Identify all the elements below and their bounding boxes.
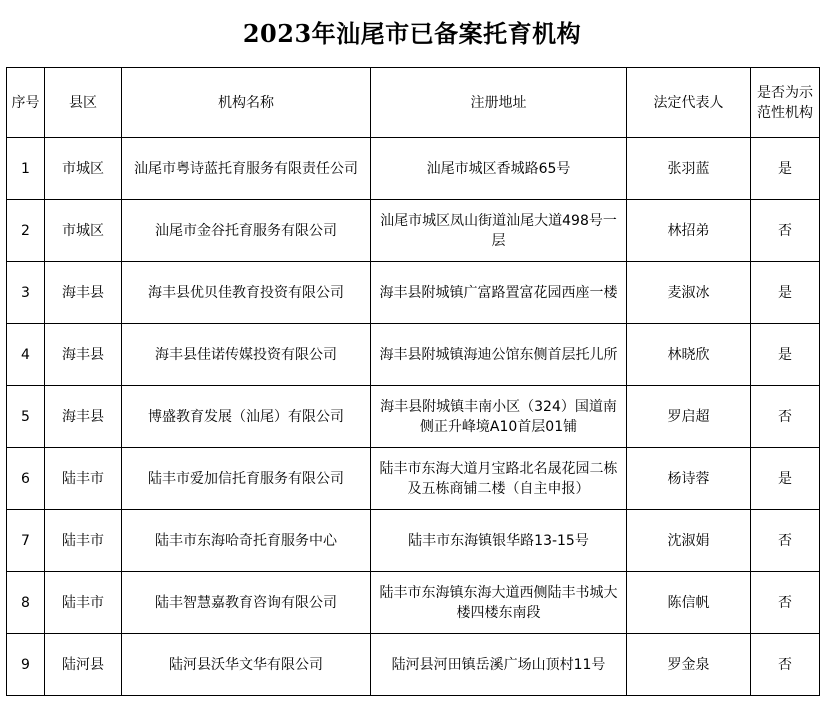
table-row <box>7 324 820 386</box>
table-header-row <box>7 68 820 138</box>
cell-institution-name: 陆丰市爱加信托育服务有限公司 <box>122 448 371 510</box>
registry-table <box>6 67 820 696</box>
table-row <box>7 634 820 696</box>
table-row <box>7 386 820 448</box>
document-title: 2023年汕尾市已备案托育机构 <box>242 19 582 48</box>
cell-number: 3 <box>7 262 45 324</box>
cell-number: 9 <box>7 634 45 696</box>
cell-institution-name: 汕尾市粤诗蓝托育服务有限责任公司 <box>122 138 371 200</box>
cell-district: 陆丰市 <box>45 572 122 634</box>
cell-district: 市城区 <box>45 138 122 200</box>
cell-district: 海丰县 <box>45 386 122 448</box>
cell-address: 陆丰市东海大道月宝路北名晟花园二栋及五栋商铺二楼（自主申报） <box>371 448 627 510</box>
cell-institution-name: 海丰县佳诺传媒投资有限公司 <box>122 324 371 386</box>
cell-demonstration: 是 <box>751 448 820 510</box>
cell-address: 汕尾市城区香城路65号 <box>371 138 627 200</box>
header-registered-address: 注册地址 <box>371 68 627 138</box>
cell-institution-name: 汕尾市金谷托育服务有限公司 <box>122 200 371 262</box>
cell-representative: 罗启超 <box>627 386 751 448</box>
cell-district: 陆河县 <box>45 634 122 696</box>
cell-demonstration: 否 <box>751 634 820 696</box>
table-row <box>7 510 820 572</box>
table-row <box>7 572 820 634</box>
cell-number: 2 <box>7 200 45 262</box>
cell-district: 陆丰市 <box>45 510 122 572</box>
cell-institution-name: 海丰县优贝佳教育投资有限公司 <box>122 262 371 324</box>
cell-demonstration: 是 <box>751 138 820 200</box>
cell-demonstration: 是 <box>751 324 820 386</box>
cell-demonstration: 否 <box>751 200 820 262</box>
cell-representative: 张羽蓝 <box>627 138 751 200</box>
cell-address: 海丰县附城镇丰南小区（324）国道南侧正升峰境A10首层01铺 <box>371 386 627 448</box>
cell-representative: 杨诗蓉 <box>627 448 751 510</box>
cell-representative: 罗金泉 <box>627 634 751 696</box>
cell-address: 陆河县河田镇岳溪广场山顶村11号 <box>371 634 627 696</box>
table-row <box>7 262 820 324</box>
cell-number: 6 <box>7 448 45 510</box>
cell-number: 4 <box>7 324 45 386</box>
cell-representative: 麦淑冰 <box>627 262 751 324</box>
cell-demonstration: 否 <box>751 386 820 448</box>
table-row <box>7 138 820 200</box>
cell-address: 汕尾市城区凤山街道汕尾大道498号一层 <box>371 200 627 262</box>
header-district: 县区 <box>45 68 122 138</box>
cell-district: 海丰县 <box>45 324 122 386</box>
cell-address: 陆丰市东海镇银华路13-15号 <box>371 510 627 572</box>
cell-demonstration: 是 <box>751 262 820 324</box>
cell-representative: 林晓欣 <box>627 324 751 386</box>
cell-number: 8 <box>7 572 45 634</box>
cell-representative: 陈信帆 <box>627 572 751 634</box>
table-row <box>7 448 820 510</box>
cell-institution-name: 陆河县沃华文华有限公司 <box>122 634 371 696</box>
cell-district: 海丰县 <box>45 262 122 324</box>
header-institution-name: 机构名称 <box>122 68 371 138</box>
header-number: 序号 <box>7 68 45 138</box>
cell-district: 陆丰市 <box>45 448 122 510</box>
cell-address: 陆丰市东海镇东海大道西侧陆丰书城大楼四楼东南段 <box>371 572 627 634</box>
cell-institution-name: 陆丰市东海哈奇托育服务中心 <box>122 510 371 572</box>
cell-institution-name: 陆丰智慧嘉教育咨询有限公司 <box>122 572 371 634</box>
cell-demonstration: 否 <box>751 510 820 572</box>
header-demonstration: 是否为示范性机构 <box>751 68 820 138</box>
cell-address: 海丰县附城镇海迪公馆东侧首层托儿所 <box>371 324 627 386</box>
table-row <box>7 200 820 262</box>
cell-number: 7 <box>7 510 45 572</box>
cell-district: 市城区 <box>45 200 122 262</box>
cell-representative: 沈淑娟 <box>627 510 751 572</box>
cell-number: 5 <box>7 386 45 448</box>
cell-demonstration: 否 <box>751 572 820 634</box>
header-legal-representative: 法定代表人 <box>627 68 751 138</box>
cell-address: 海丰县附城镇广富路置富花园西座一楼 <box>371 262 627 324</box>
cell-institution-name: 博盛教育发展（汕尾）有限公司 <box>122 386 371 448</box>
cell-representative: 林招弟 <box>627 200 751 262</box>
cell-number: 1 <box>7 138 45 200</box>
